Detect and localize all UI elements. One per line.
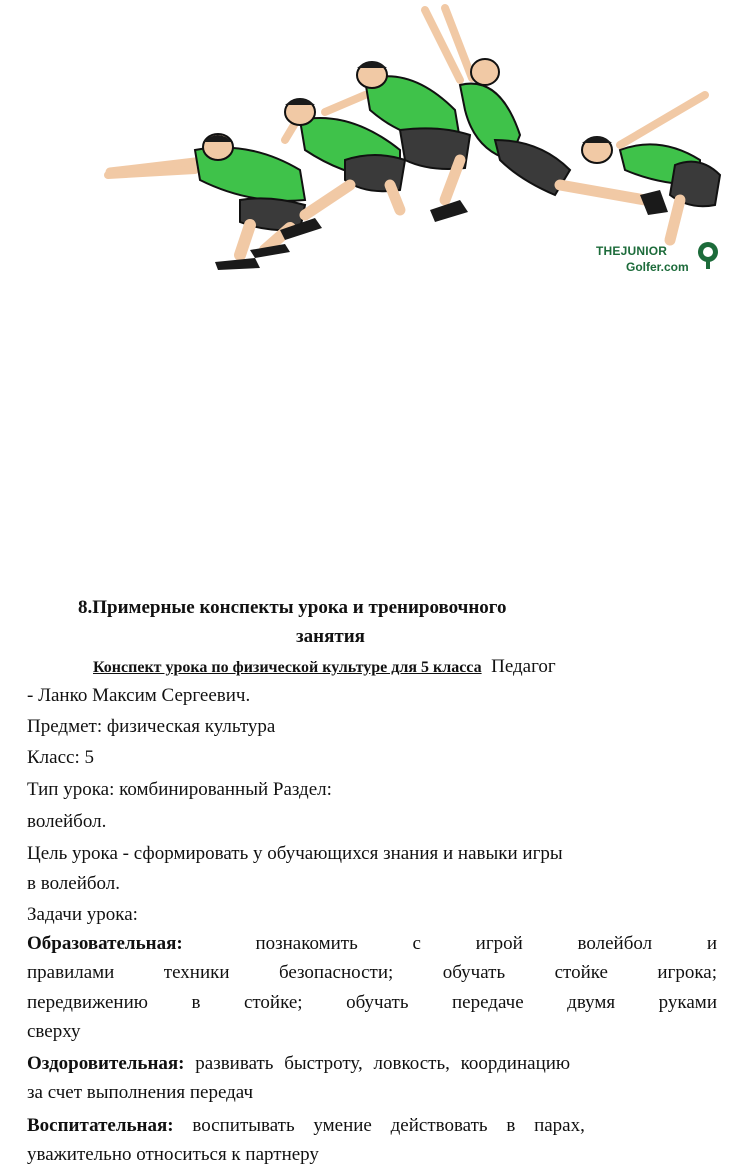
health-line-1 (27, 1053, 570, 1075)
educational-text-1: познакомить с игрой волейбол и (255, 933, 718, 954)
lesson-type-line: Тип урока: комбинированный Раздел: (27, 779, 332, 800)
jumper-figure-5 (582, 95, 720, 240)
lesson-subtitle (93, 656, 556, 678)
educational-line-1 (27, 933, 717, 955)
upbringing-label: Воспитательная: (27, 1115, 174, 1136)
lesson-subtitle-teacher-label: Педагог (491, 656, 556, 677)
health-label: Оздоровительная: (27, 1053, 185, 1074)
health-line-2: за счет выполнения передач (27, 1082, 254, 1103)
upbringing-line-2: уважительно относиться к партнеру (27, 1144, 319, 1165)
section-title-line2: занятия (296, 626, 365, 647)
golf-badge-icon (696, 240, 720, 270)
tasks-heading: Задачи урока: (27, 904, 138, 925)
upbringing-line-1 (27, 1115, 585, 1137)
thejuniorgolfer-logo (596, 240, 726, 280)
jumper-figure-1 (108, 134, 305, 270)
logo-text-top: THEJUNIOR (596, 244, 668, 258)
goal-line-1: Цель урока - сформировать у обучающихся знания и навыки игры (27, 843, 563, 864)
lesson-subtitle-underlined: Конспект урока по физической культуре для 5 класса (93, 659, 482, 676)
health-text-1: развивать быстроту, ловкость, координацию (195, 1053, 571, 1074)
section-title-line1: 8.Примерные конспекты урока и тренировочного (78, 597, 507, 618)
logo-text-bottom: Golfer.com (626, 260, 689, 274)
upbringing-text-1: воспитывать умение действовать в парах, (192, 1115, 585, 1136)
section-line: волейбол. (27, 811, 107, 832)
grade-line: Класс: 5 (27, 747, 94, 768)
subject-line: Предмет: физическая культура (27, 716, 276, 737)
educational-line-2: правилами техники безопасности; обучать стойке игрока; (27, 962, 717, 983)
goal-line-2: в волейбол. (27, 873, 121, 894)
jumper-figure-4 (425, 8, 668, 215)
educational-label: Образовательная: (27, 933, 183, 954)
educational-line-4: сверху (27, 1021, 81, 1042)
teacher-name: - Ланко Максим Сергеевич. (27, 685, 251, 706)
educational-line-3: передвижению в стойке; обучать передаче двумя руками (27, 992, 717, 1013)
